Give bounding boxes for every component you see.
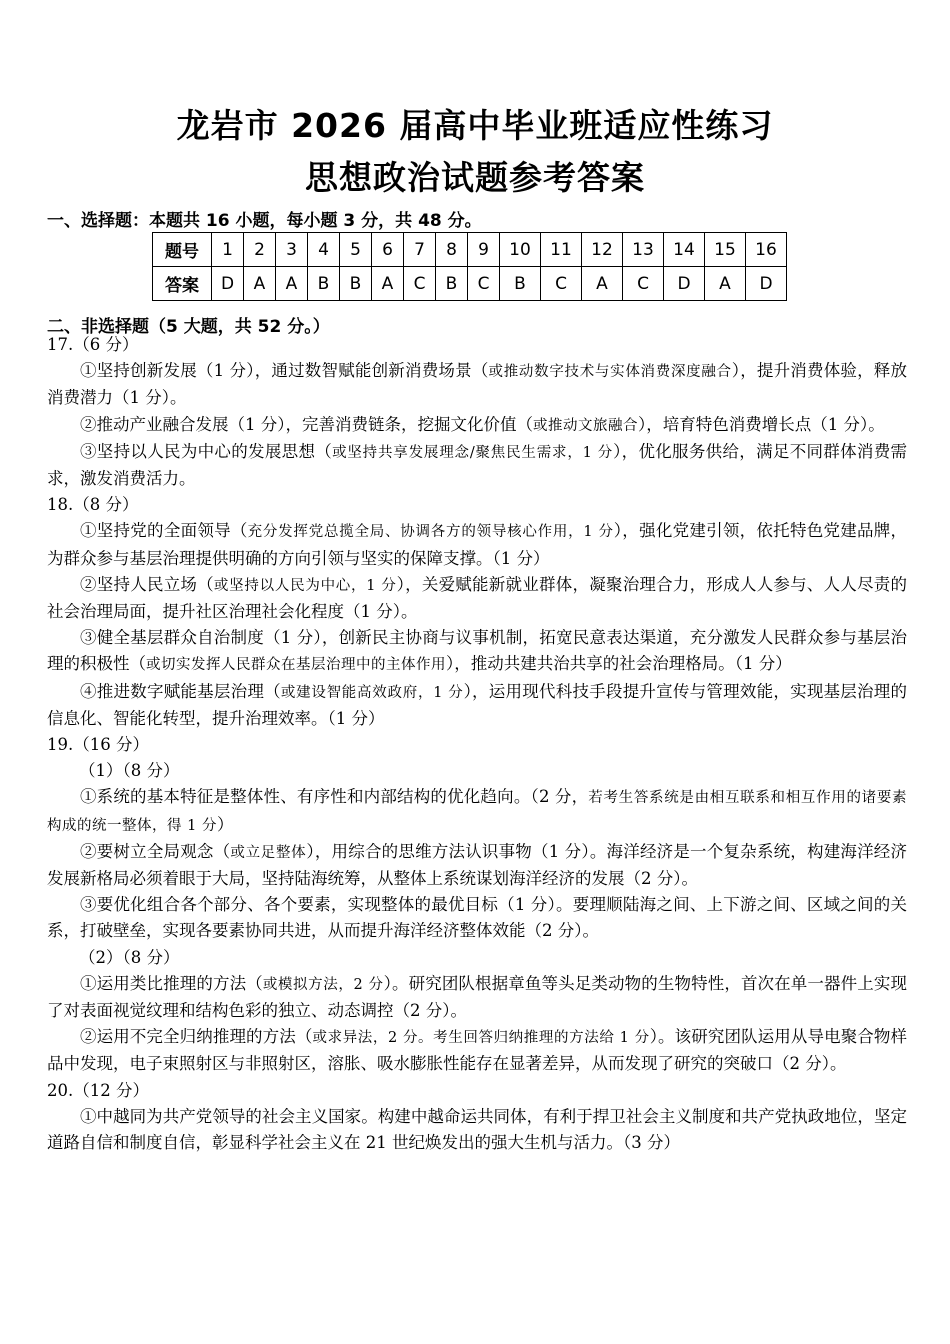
answer-cell: B	[308, 267, 340, 301]
question-number-cell: 12	[582, 233, 623, 267]
table-header-cell: 题号	[153, 233, 212, 267]
q19-point-3: ③要优化组合各个部分、各个要素，实现整体的最优目标（1 分）。要理顺陆海之间、上下游之间、区域之间的关系，打破壁垒，实现各要素协同共进，从而提升海洋经济整体效能（2 分）。	[47, 895, 907, 941]
q19-subquestion-1: （1）（8 分）	[79, 761, 180, 781]
section-heading-choice: 一、选择题：本题共 16 小题，每小题 3 分，共 48 分。	[47, 211, 482, 231]
section-heading-open: 二、非选择题（5 大题，共 52 分。）	[47, 317, 330, 337]
answer-cell: A	[244, 267, 276, 301]
answer-body	[47, 332, 907, 1156]
answer-cell: C	[468, 267, 500, 301]
table-header-cell: 答案	[153, 267, 212, 301]
answer-cell: C	[541, 267, 582, 301]
answer-table-row-answers	[153, 267, 787, 301]
answer-cell: D	[746, 267, 787, 301]
answer-cell: B	[436, 267, 468, 301]
question-number-cell: 13	[623, 233, 664, 267]
question-number-cell: 14	[664, 233, 705, 267]
q19-subquestion-2: （2）（8 分）	[79, 947, 180, 967]
page-title: 龙岩市 2026 届高中毕业班适应性练习	[176, 106, 774, 145]
answer-cell: B	[340, 267, 372, 301]
question-number-cell: 6	[372, 233, 404, 267]
question-number-cell: 2	[244, 233, 276, 267]
question-19-label: 19.（16 分）	[47, 735, 149, 755]
question-number-cell: 5	[340, 233, 372, 267]
q18-point-3: ③健全基层群众自治制度（1 分），创新民主协商与议事机制，拓宽民意表达渠道，充分激发人民群众参与基层治理的积极性（或切实发挥人民群众在基层治理中的主体作用），推动共建共治共享的社会治理格局。（1 分）	[47, 628, 907, 674]
question-number-cell: 16	[746, 233, 787, 267]
q18-point-2: ②坚持人民立场（或坚持以人民为中心，1 分），关爱赋能新就业群体，凝聚治理合力，形成人人参与、人人尽责的社会治理局面，提升社区治理社会化程度（1 分）。	[47, 574, 908, 622]
answer-cell: B	[500, 267, 541, 301]
question-18-label: 18.（8 分）	[47, 495, 139, 515]
question-number-cell: 10	[500, 233, 541, 267]
q19-point-4: ①运用类比推理的方法（或模拟方法，2 分）。研究团队根据章鱼等头足类动物的生物特性，首次在单一器件上实现了对表面视觉纹理和结构色彩的独立、动态调控（2 分）。	[47, 973, 908, 1021]
question-17-label: 17.（6 分）	[47, 335, 139, 354]
q17-point-2: ②推动产业融合发展（1 分），完善消费链条，挖掘文化价值（或推动文旅融合），培育特色消费增长点（1 分）。	[80, 414, 885, 434]
q19-point-1: ①系统的基本特征是整体性、有序性和内部结构的优化趋向。（2 分，若考生答系统是由相互联系和相互作用的诸要素构成的统一整体，得 1 分）	[47, 787, 908, 834]
answer-cell: A	[372, 267, 404, 301]
answer-cell: C	[404, 267, 436, 301]
answer-cell: D	[664, 267, 705, 301]
answer-table-row-numbers	[153, 233, 787, 267]
question-number-cell: 15	[705, 233, 746, 267]
question-number-cell: 1	[212, 233, 244, 267]
q19-point-5: ②运用不完全归纳推理的方法（或求异法，2 分。考生回答归纳推理的方法给 1 分）。该研究团队运用从导电聚合物样品中发现，电子束照射区与非照射区，溶胀、吸水膨胀性能存在显著差异，从而发现了研究的突破口（2 分）。	[47, 1027, 908, 1074]
q17-point-1: ①坚持创新发展（1 分），通过数智赋能创新消费场景（或推动数字技术与实体消费深度融合），提升消费体验，释放消费潜力（1 分）。	[47, 361, 908, 408]
question-number-cell: 4	[308, 233, 340, 267]
answer-cell: A	[276, 267, 308, 301]
q20-point-1: ①中越同为共产党领导的社会主义国家。构建中越命运共同体，有利于捍卫社会主义制度和共产党执政地位，坚定道路自信和制度自信，彰显科学社会主义在 21 世纪焕发出的强大生机与活力。（3 分）	[47, 1106, 907, 1153]
q18-point-4: ④推进数字赋能基层治理（或建设智能高效政府，1 分），运用现代科技手段提升宣传与管理效能，实现基层治理的信息化、智能化转型，提升治理效率。（1 分）	[47, 681, 908, 728]
question-number-cell: 9	[468, 233, 500, 267]
answer-cell: A	[582, 267, 623, 301]
question-number-cell: 7	[404, 233, 436, 267]
question-20-label: 20.（12 分）	[47, 1080, 149, 1100]
answer-table	[152, 232, 787, 301]
q19-point-2: ②要树立全局观念（或立足整体），用综合的思维方法认识事物（1 分）。海洋经济是一个复杂系统，构建海洋经济发展新格局必须着眼于大局，坚持陆海统筹，从整体上系统谋划海洋经济的发展（2 分）。	[47, 841, 908, 889]
answer-cell: C	[623, 267, 664, 301]
q18-point-1: ①坚持党的全面领导（充分发挥党总揽全局、协调各方的领导核心作用，1 分），强化党建引领，依托特色党建品牌，为群众参与基层治理提供明确的方向引领与坚实的保障支撑。（1 分）	[47, 521, 908, 568]
answer-cell: A	[705, 267, 746, 301]
page-subtitle: 思想政治试题参考答案	[305, 158, 645, 197]
question-number-cell: 8	[436, 233, 468, 267]
answer-cell: D	[212, 267, 244, 301]
question-number-cell: 11	[541, 233, 582, 267]
question-number-cell: 3	[276, 233, 308, 267]
q17-point-3: ③坚持以人民为中心的发展思想（或坚持共享发展理念/聚焦民生需求，1 分），优化服务供给，满足不同群体消费需求，激发消费活力。	[47, 441, 908, 489]
